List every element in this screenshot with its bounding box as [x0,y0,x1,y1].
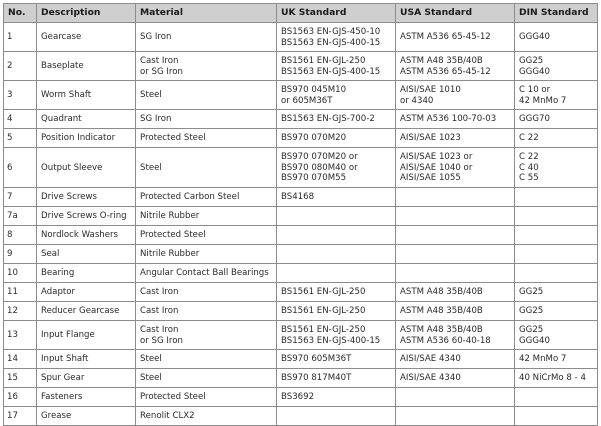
usa-standard-line: ASTM A536 65-45-12 [400,32,491,43]
cell-usa-standard [396,52,515,81]
usa-standard-line: ASTM A536 100-70-03 [400,114,497,125]
cell-usa-standard [396,245,515,264]
cell-material [136,350,277,369]
cell-description: Input Flange [37,321,136,350]
din-standard-line: 42 MnMo 7 [519,354,567,365]
cell-usa-standard [396,369,515,388]
uk-standard-line: BS3692 [281,392,315,403]
cell-no: 9 [4,245,37,264]
cell-uk-standard [277,81,396,110]
cell-no: 10 [4,264,37,283]
cell-material [136,302,277,321]
table-row [4,245,598,264]
material-line: Steel [140,162,162,173]
material-line: Protected Steel [140,133,206,144]
cell-uk-standard [277,110,396,129]
cell-no: 6 [4,148,37,188]
cell-material [136,369,277,388]
cell-material [136,283,277,302]
cell-din-standard [515,110,598,129]
cell-uk-standard [277,148,396,188]
header-uk-standard: UK Standard [277,4,396,23]
uk-standard-line: BS970 070M20 or [281,152,358,163]
cell-uk-standard [277,407,396,426]
material-line: Cast Iron [140,324,179,335]
table-row [4,388,598,407]
cell-description: Seal [37,245,136,264]
usa-standard-line: AISI/SAE 4340 [400,373,461,384]
uk-standard-line: BS1563 EN-GJS-400-15 [281,66,381,77]
din-standard-line: C 10 or [519,84,551,95]
cell-description: Fasteners [37,388,136,407]
cell-uk-standard [277,23,396,52]
din-standard-line: C 55 [519,173,539,184]
cell-no: 14 [4,350,37,369]
material-line: SG Iron [140,114,172,125]
usa-standard-line: AISI/SAE 4340 [400,354,461,365]
cell-material [136,226,277,245]
cell-din-standard [515,350,598,369]
material-line: Nitrile Rubber [140,249,200,260]
cell-no: 11 [4,283,37,302]
cell-usa-standard [396,302,515,321]
uk-standard-line: BS970 070M20 [281,133,347,144]
table-row [4,148,598,188]
din-standard-line: GGG40 [519,335,550,346]
cell-no: 1 [4,23,37,52]
cell-no: 7a [4,207,37,226]
cell-din-standard [515,283,598,302]
cell-uk-standard [277,388,396,407]
table-row [4,350,598,369]
table-row [4,283,598,302]
cell-din-standard [515,302,598,321]
cell-description: Nordlock Washers [37,226,136,245]
cell-no: 8 [4,226,37,245]
usa-standard-line: ASTM A48 35B/40B [400,287,483,298]
header-material: Material [136,4,277,23]
din-standard-line: C 22 [519,152,539,163]
material-line: Angular Contact Ball Bearings [140,268,269,279]
cell-din-standard [515,207,598,226]
uk-standard-line: BS1563 EN-GJS-400-15 [281,335,381,346]
usa-standard-line: ASTM A48 35B/40B [400,55,483,66]
din-standard-line: 40 NiCrMo 8 - 4 [519,373,586,384]
cell-uk-standard [277,302,396,321]
cell-usa-standard [396,388,515,407]
table-row [4,407,598,426]
cell-din-standard [515,81,598,110]
table-row [4,110,598,129]
cell-description: Gearcase [37,23,136,52]
cell-description: Baseplate [37,52,136,81]
cell-usa-standard [396,148,515,188]
usa-standard-line: ASTM A48 35B/40B [400,306,483,317]
material-line: Steel [140,373,162,384]
cell-uk-standard [277,245,396,264]
cell-din-standard [515,245,598,264]
cell-material [136,388,277,407]
table-row [4,207,598,226]
cell-material [136,207,277,226]
cell-material [136,148,277,188]
cell-description: Worm Shaft [37,81,136,110]
material-line: or SG Iron [140,335,183,346]
cell-material [136,264,277,283]
usa-standard-line: AISI/SAE 1055 [400,173,461,184]
table-row [4,23,598,52]
cell-usa-standard [396,129,515,148]
materials-table [3,3,598,426]
cell-usa-standard [396,407,515,426]
header-no: No. [4,4,37,23]
cell-no: 13 [4,321,37,350]
cell-material [136,129,277,148]
cell-description: Bearing [37,264,136,283]
material-line: Cast Iron [140,306,179,317]
cell-uk-standard [277,52,396,81]
material-line: Protected Carbon Steel [140,192,240,203]
usa-standard-line: AISI/SAE 1010 [400,84,461,95]
material-line: or SG Iron [140,66,183,77]
table-row [4,321,598,350]
din-standard-line: GG25 [519,324,544,335]
material-line: Protected Steel [140,392,206,403]
cell-material [136,23,277,52]
material-line: Cast Iron [140,287,179,298]
din-standard-line: GG25 [519,287,544,298]
din-standard-line: GG25 [519,55,544,66]
cell-uk-standard [277,321,396,350]
uk-standard-line: BS1561 EN-GJL-250 [281,287,366,298]
cell-usa-standard [396,207,515,226]
cell-description: Drive Screws [37,188,136,207]
din-standard-line: 42 MnMo 7 [519,95,567,106]
cell-din-standard [515,407,598,426]
header-description: Description [37,4,136,23]
uk-standard-line: BS1561 EN-GJL-250 [281,55,366,66]
table-header-row [4,4,598,23]
cell-material [136,245,277,264]
table-body [4,23,598,426]
din-standard-line: C 22 [519,133,539,144]
cell-din-standard [515,52,598,81]
usa-standard-line: AISI/SAE 1040 or [400,162,473,173]
material-line: SG Iron [140,32,172,43]
din-standard-line: GGG40 [519,66,550,77]
uk-standard-line: BS970 070M55 [281,173,347,184]
cell-no: 16 [4,388,37,407]
cell-usa-standard [396,188,515,207]
cell-din-standard [515,129,598,148]
cell-din-standard [515,388,598,407]
cell-uk-standard [277,350,396,369]
cell-din-standard [515,321,598,350]
uk-standard-line: BS1563 EN-GJS-450-10 [281,26,381,37]
uk-standard-line: BS1563 EN-GJS-400-15 [281,37,381,48]
cell-usa-standard [396,321,515,350]
cell-material [136,81,277,110]
uk-standard-line: BS1563 EN-GJS-700-2 [281,114,375,125]
table-row [4,302,598,321]
cell-usa-standard [396,23,515,52]
cell-no: 4 [4,110,37,129]
cell-uk-standard [277,129,396,148]
cell-material [136,188,277,207]
cell-description: Drive Screws O-ring [37,207,136,226]
cell-description: Grease [37,407,136,426]
cell-din-standard [515,264,598,283]
cell-uk-standard [277,226,396,245]
cell-description: Spur Gear [37,369,136,388]
table-row [4,81,598,110]
cell-no: 3 [4,81,37,110]
usa-standard-line: or 4340 [400,95,434,106]
material-line: Renolit CLX2 [140,411,195,422]
uk-standard-line: or 605M36T [281,95,333,106]
cell-uk-standard [277,369,396,388]
cell-din-standard [515,369,598,388]
cell-uk-standard [277,283,396,302]
cell-usa-standard [396,350,515,369]
cell-usa-standard [396,81,515,110]
uk-standard-line: BS970 605M36T [281,354,352,365]
uk-standard-line: BS970 817M40T [281,373,352,384]
material-line: Steel [140,354,162,365]
header-usa-standard: USA Standard [396,4,515,23]
cell-usa-standard [396,110,515,129]
cell-material [136,110,277,129]
material-line: Protected Steel [140,230,206,241]
cell-uk-standard [277,207,396,226]
cell-din-standard [515,23,598,52]
table-row [4,188,598,207]
cell-no: 17 [4,407,37,426]
cell-no: 2 [4,52,37,81]
usa-standard-line: ASTM A536 60-40-18 [400,335,491,346]
material-line: Cast Iron [140,55,179,66]
usa-standard-line: AISI/SAE 1023 [400,133,461,144]
usa-standard-line: AISI/SAE 1023 or [400,152,473,163]
cell-description: Reducer Gearcase [37,302,136,321]
uk-standard-line: BS970 045M10 [281,84,347,95]
cell-uk-standard [277,188,396,207]
table-row [4,52,598,81]
cell-din-standard [515,188,598,207]
cell-usa-standard [396,283,515,302]
din-standard-line: GGG40 [519,32,550,43]
cell-din-standard [515,148,598,188]
cell-description: Adaptor [37,283,136,302]
din-standard-line: GG25 [519,306,544,317]
cell-description: Quadrant [37,110,136,129]
cell-material [136,52,277,81]
cell-material [136,407,277,426]
cell-no: 12 [4,302,37,321]
header-din-standard: DIN Standard [515,4,598,23]
table-row [4,264,598,283]
materials-table-container [3,3,597,426]
cell-description: Input Shaft [37,350,136,369]
din-standard-line: C 40 [519,162,539,173]
cell-description: Position Indicator [37,129,136,148]
cell-no: 5 [4,129,37,148]
cell-din-standard [515,226,598,245]
din-standard-line: GGG70 [519,114,550,125]
cell-no: 7 [4,188,37,207]
uk-standard-line: BS4168 [281,192,315,203]
uk-standard-line: BS970 080M40 or [281,162,358,173]
cell-uk-standard [277,264,396,283]
table-row [4,129,598,148]
material-line: Steel [140,90,162,101]
usa-standard-line: ASTM A536 65-45-12 [400,66,491,77]
usa-standard-line: ASTM A48 35B/40B [400,324,483,335]
uk-standard-line: BS1561 EN-GJL-250 [281,306,366,317]
material-line: Nitrile Rubber [140,211,200,222]
cell-usa-standard [396,264,515,283]
cell-material [136,321,277,350]
cell-usa-standard [396,226,515,245]
cell-description: Output Sleeve [37,148,136,188]
table-row [4,226,598,245]
table-row [4,369,598,388]
cell-no: 15 [4,369,37,388]
uk-standard-line: BS1561 EN-GJL-250 [281,324,366,335]
